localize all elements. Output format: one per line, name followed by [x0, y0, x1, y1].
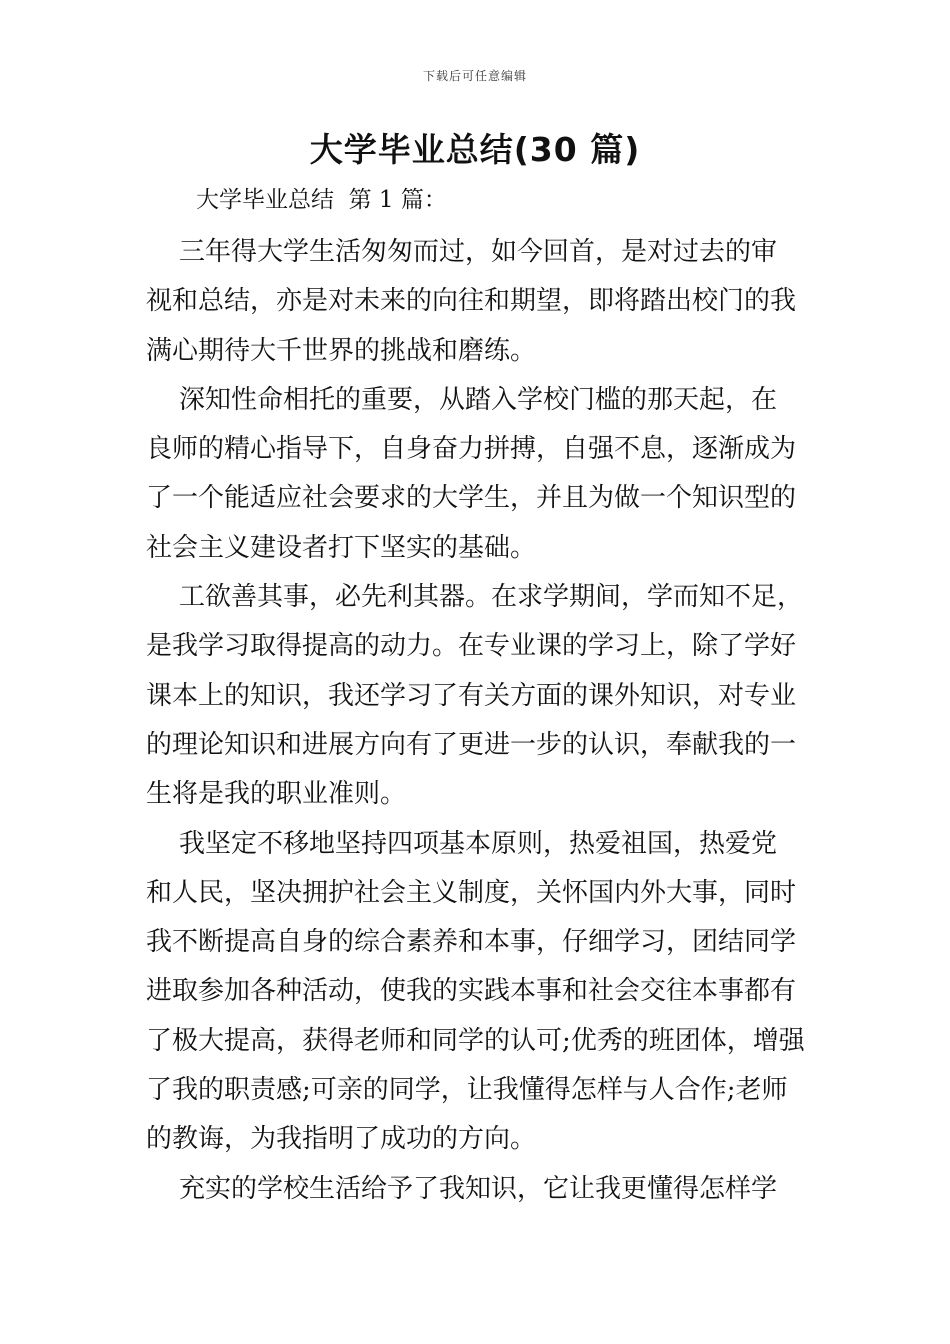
text-line: 进取参加各种活动，使我的实践本事和社会交往本事都有 [146, 976, 797, 1007]
header-note: 下载后可任意编辑 [422, 69, 527, 83]
text-line: 社会主义建设者打下坚实的基础。 [146, 532, 537, 563]
text-line: 了我的职责感;可亲的同学，让我懂得怎样与人合作;老师 [146, 1075, 788, 1106]
text-line: 是我学习取得提高的动力。在专业课的学习上，除了学好 [146, 631, 797, 662]
text-line: 的理论知识和进展方向有了更进一步的认识，奉献我的一 [146, 729, 797, 760]
section-heading: 大学毕业总结 第 1 篇： [196, 187, 447, 213]
text-line: 视和总结，亦是对未来的向往和期望，即将踏出校门的我 [146, 286, 797, 317]
text-line: 工欲善其事，必先利其器。在求学期间，学而知不足， [146, 582, 804, 613]
text-line: 课本上的知识，我还学习了有关方面的课外知识，对专业 [146, 680, 797, 711]
text-line: 良师的精心指导下，自身奋力拼搏，自强不息，逐渐成为 [146, 434, 797, 465]
text-line: 和人民，坚决拥护社会主义制度，关怀国内外大事，同时 [146, 877, 797, 908]
body-text [146, 228, 826, 1214]
text-line: 我不断提高自身的综合素养和本事，仔细学习，团结同学 [146, 927, 797, 958]
text-line: 我坚定不移地坚持四项基本原则，热爱祖国，热爱党 [146, 828, 778, 859]
document-title: 大学毕业总结(30 篇) [309, 130, 641, 169]
text-line: 的教诲，为我指明了成功的方向。 [146, 1124, 537, 1155]
text-line: 满心期待大千世界的挑战和磨练。 [146, 335, 537, 366]
text-line: 充实的学校生活给予了我知识，它让我更懂得怎样学 [146, 1173, 778, 1204]
text-line: 深知性命相托的重要，从踏入学校门槛的那天起，在 [146, 384, 778, 415]
text-line: 了极大提高，获得老师和同学的认可;优秀的班团体，增强 [146, 1025, 805, 1056]
text-line: 了一个能适应社会要求的大学生，并且为做一个知识型的 [146, 483, 797, 514]
text-line: 生将是我的职业准则。 [146, 779, 407, 810]
text-line: 三年得大学生活匆匆而过，如今回首，是对过去的审 [146, 237, 778, 267]
